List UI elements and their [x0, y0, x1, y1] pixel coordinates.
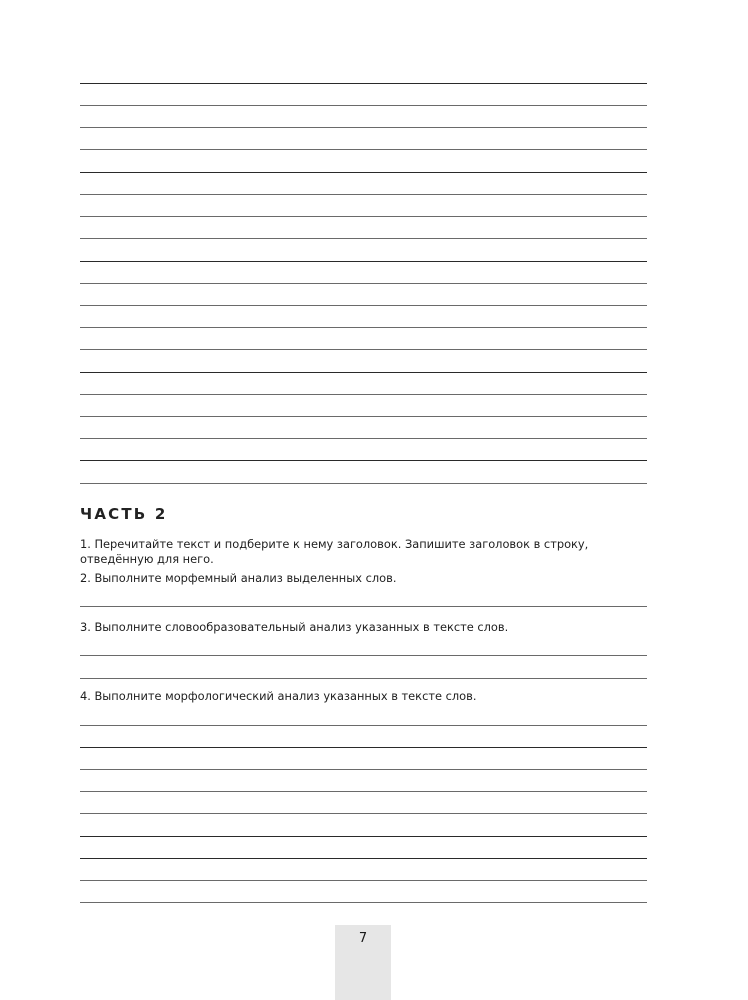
writing-line: [80, 172, 647, 173]
writing-line: [80, 349, 647, 350]
page-number-tab: [335, 925, 391, 1000]
writing-line: [80, 127, 647, 128]
writing-line: [80, 372, 647, 373]
writing-line: [80, 149, 647, 150]
answer-line-task-3: [80, 678, 647, 679]
writing-line: [80, 416, 647, 417]
writing-line: [80, 769, 647, 770]
writing-line: [80, 836, 647, 837]
writing-line: [80, 460, 647, 461]
writing-line: [80, 725, 647, 726]
writing-line: [80, 83, 647, 84]
writing-line: [80, 858, 647, 859]
writing-line: [80, 791, 647, 792]
writing-line: [80, 261, 647, 262]
writing-line: [80, 327, 647, 328]
task-4-text: 4. Выполните морфологический анализ указанных в тексте слов.: [80, 689, 477, 703]
writing-line: [80, 194, 647, 195]
writing-line: [80, 105, 647, 106]
task-1-text: 1. Перечитайте текст и подберите к нему заголовок. Запишите заголовок в строку, отведённую для него.: [80, 537, 589, 566]
page-number: 7: [358, 931, 368, 946]
task-3-text: 3. Выполните словообразовательный анализ указанных в тексте слов.: [80, 620, 509, 634]
writing-line: [80, 305, 647, 306]
task-2-text: 2. Выполните морфемный анализ выделенных слов.: [80, 571, 397, 585]
part-heading: ЧАСТЬ 2: [80, 505, 168, 523]
writing-line: [80, 483, 647, 484]
writing-line: [80, 813, 647, 814]
answer-line-task-2: [80, 606, 647, 607]
writing-line: [80, 394, 647, 395]
writing-line: [80, 283, 647, 284]
writing-line: [80, 880, 647, 881]
writing-line: [80, 902, 647, 903]
writing-line: [80, 438, 647, 439]
writing-line: [80, 216, 647, 217]
answer-line-task-3: [80, 655, 647, 656]
writing-line: [80, 747, 647, 748]
writing-line: [80, 238, 647, 239]
